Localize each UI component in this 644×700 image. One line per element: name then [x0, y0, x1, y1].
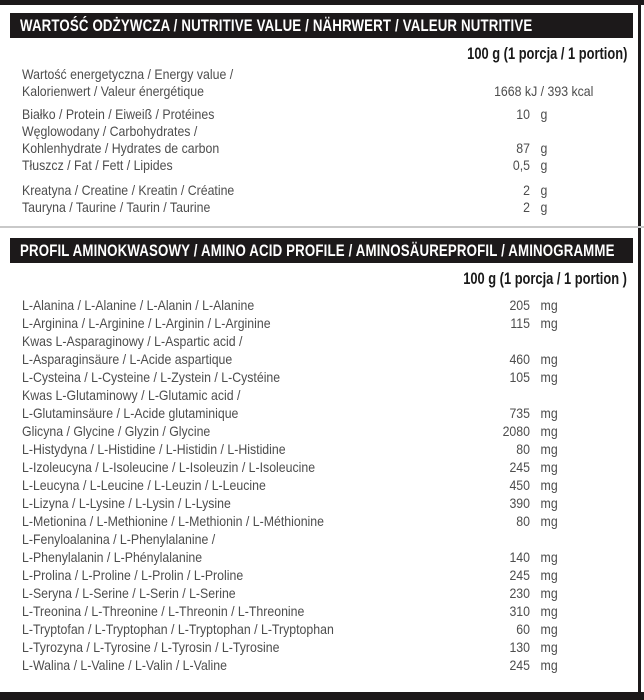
- row-label: L-Izoleucyna / L-Isoleucine / L-Isoleuzin / L-Isoleucine: [22, 459, 316, 475]
- table-row: [10, 157, 633, 174]
- table-row: [10, 314, 633, 332]
- table-row: [10, 123, 633, 157]
- row-value: 105: [509, 369, 530, 385]
- table-row: [10, 530, 633, 566]
- table-row: [10, 106, 633, 123]
- row-value: 450: [509, 477, 530, 493]
- row-unit: g: [540, 106, 548, 122]
- row-unit: mg: [540, 477, 558, 493]
- row-value: 0,5: [512, 157, 530, 173]
- nutritive-serving-size: 100 g (1 porcja / 1 portion): [466, 45, 627, 63]
- row-unit: mg: [540, 621, 558, 637]
- row-value: 245: [509, 657, 530, 673]
- row-unit: mg: [540, 513, 558, 529]
- row-value: 140: [509, 549, 530, 565]
- row-label: L-Tryptofan / L-Tryptophan / L-Tryptophan / L-Tryptophan: [22, 621, 334, 637]
- table-row: [10, 66, 633, 100]
- row-unit: g: [540, 199, 548, 215]
- row-value: 245: [509, 459, 530, 475]
- row-value: 390: [509, 495, 530, 511]
- row-label: L-Walina / L-Valine / L-Valin / L-Valine: [22, 657, 227, 673]
- row-unit: g: [540, 157, 548, 173]
- row-label: L-Metionina / L-Methionine / L-Methionin / L-Méthionine: [22, 513, 325, 529]
- row-label: Glicyna / Glycine / Glyzin / Glycine: [22, 423, 211, 439]
- row-value: 115: [510, 315, 530, 331]
- table-row: [10, 584, 633, 602]
- row-value: 2: [523, 182, 530, 198]
- row-unit: mg: [540, 603, 558, 619]
- row-unit: mg: [540, 297, 558, 313]
- row-label: L-Fenyloalanina / L-Phenylalanine / L-Phenylalanin / L-Phénylalanine: [22, 531, 216, 565]
- table-row: [10, 566, 633, 584]
- table-row: [10, 638, 633, 656]
- row-value: 10: [516, 106, 530, 122]
- row-label: L-Treonina / L-Threonine / L-Threonin / L-Threonine: [22, 603, 305, 619]
- table-row: [10, 182, 633, 199]
- row-unit: g: [540, 140, 548, 156]
- table-row: [10, 199, 633, 216]
- row-label: Kreatyna / Creatine / Kreatin / Créatine: [22, 182, 235, 198]
- table-row: [10, 494, 633, 512]
- row-unit: mg: [540, 315, 558, 331]
- row-value: 60: [516, 621, 530, 637]
- row-label: L-Seryna / L-Serine / L-Serin / L-Serine: [22, 585, 236, 601]
- row-value: 87: [516, 140, 530, 156]
- row-label: Kwas L-Asparaginowy / L-Aspartic acid / L-Asparaginsäure / L-Acide aspartique: [22, 333, 243, 367]
- amino-acid-profile-table: [10, 296, 633, 674]
- table-row: [10, 386, 633, 422]
- row-unit: mg: [540, 423, 558, 439]
- row-unit: mg: [540, 657, 558, 673]
- row-unit: mg: [540, 369, 558, 385]
- row-value: 130: [509, 639, 530, 655]
- row-value: 460: [509, 351, 530, 367]
- row-label: Tłuszcz / Fat / Fett / Lipides: [22, 157, 173, 173]
- table-row: [10, 476, 633, 494]
- row-label: L-Alanina / L-Alanine / L-Alanin / L-Alanine: [22, 297, 255, 313]
- row-label: L-Histydyna / L-Histidine / L-Histidin / L-Histidine: [22, 441, 286, 457]
- table-row: [10, 602, 633, 620]
- row-label: L-Tyrozyna / L-Tyrosine / L-Tyrosin / L-Tyrosine: [22, 639, 280, 655]
- row-label: Tauryna / Taurine / Taurin / Taurine: [22, 199, 211, 215]
- table-row: [10, 440, 633, 458]
- row-value: 735: [509, 405, 530, 421]
- row-unit: mg: [540, 567, 558, 583]
- row-value: 2080: [502, 423, 530, 439]
- row-value: 245: [509, 567, 530, 583]
- section-divider: [0, 226, 644, 228]
- row-unit: mg: [540, 639, 558, 655]
- row-value: 1668 kJ / 393 kcal: [494, 83, 594, 99]
- row-label: Wartość energetyczna / Energy value / Kalorienwert / Valeur énergétique: [22, 66, 234, 99]
- table-row: [10, 296, 633, 314]
- nutritive-value-table: [10, 66, 633, 216]
- table-row: [10, 368, 633, 386]
- nutritive-value-header-bar: [10, 13, 633, 38]
- row-unit: mg: [540, 441, 558, 457]
- row-value: 80: [516, 513, 530, 529]
- row-unit: mg: [540, 549, 558, 565]
- table-row: [10, 512, 633, 530]
- row-value: 230: [509, 585, 530, 601]
- row-label: Kwas L-Glutaminowy / L-Glutamic acid / L-Glutaminsäure / L-Acide glutaminique: [22, 387, 241, 421]
- row-unit: mg: [540, 459, 558, 475]
- table-row: [10, 620, 633, 638]
- row-value: 80: [516, 441, 530, 457]
- row-label: L-Cysteina / L-Cysteine / L-Zystein / L-Cystéine: [22, 369, 281, 385]
- row-value: 205: [509, 297, 530, 313]
- row-unit: mg: [540, 351, 558, 367]
- row-label: L-Prolina / L-Proline / L-Prolin / L-Proline: [22, 567, 244, 583]
- table-row: [10, 332, 633, 368]
- row-label: L-Arginina / L-Arginine / L-Arginin / L-Arginine: [22, 315, 271, 331]
- label-border-bottom: [0, 692, 644, 700]
- row-unit: mg: [540, 495, 558, 511]
- row-label: Węglowodany / Carbohydrates / Kohlenhydrate / Hydrates de carbon: [22, 123, 220, 156]
- amino-serving-size: 100 g (1 porcja / 1 portion ): [463, 270, 627, 288]
- table-row: [10, 422, 633, 440]
- row-unit: mg: [540, 585, 558, 601]
- nutritive-value-header-title: WARTOŚĆ ODŻYWCZA / NUTRITIVE VALUE / NÄHRWERT / VALEUR NUTRITIVE: [20, 15, 533, 35]
- row-value: 310: [509, 603, 530, 619]
- row-unit: g: [540, 182, 548, 198]
- row-label: L-Lizyna / L-Lysine / L-Lysin / L-Lysine: [22, 495, 231, 511]
- row-unit: mg: [540, 405, 558, 421]
- amino-acid-profile-header-title: PROFIL AMINOKWASOWY / AMINO ACID PROFILE / AMINOSÄUREPROFIL / AMINOGRAMME: [20, 240, 615, 260]
- amino-acid-profile-header-bar: [10, 238, 633, 263]
- table-row: [10, 458, 633, 476]
- table-row: [10, 656, 633, 674]
- row-label: Białko / Protein / Eiweiß / Protéines: [22, 106, 215, 122]
- row-value: 2: [523, 199, 530, 215]
- row-label: L-Leucyna / L-Leucine / L-Leuzin / L-Leucine: [22, 477, 266, 493]
